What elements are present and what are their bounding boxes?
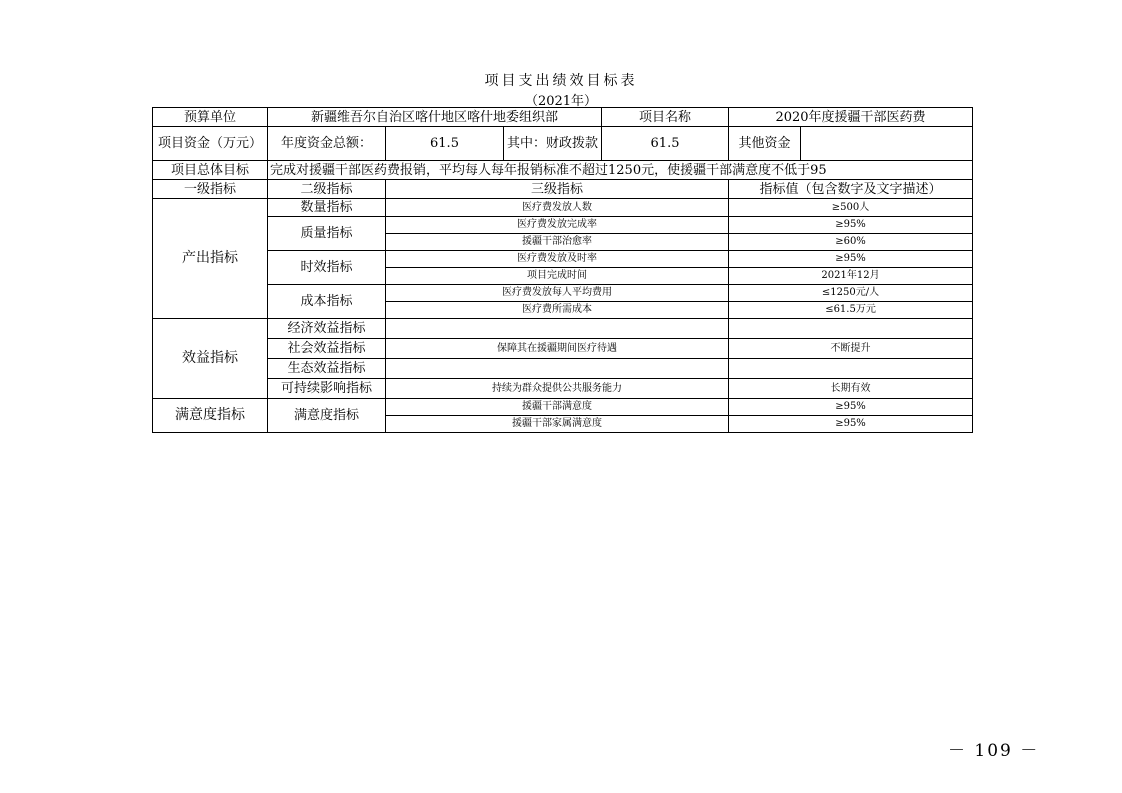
indicator-value: ≥95% [729, 217, 973, 234]
table-title: 项目支出绩效目标表 [484, 73, 638, 89]
indicator-value [729, 359, 973, 379]
indicator-value: ≤1250元/人 [729, 285, 973, 302]
table-row: 援疆干部治愈率 [386, 234, 729, 251]
economic-benefit-label: 经济效益指标 [268, 319, 386, 339]
table-row: 医疗费发放人数 [386, 199, 729, 217]
overall-goal-label: 项目总体目标 [153, 161, 268, 180]
header-value: 指标值（包含数字及文字描述） [729, 180, 973, 199]
indicator-value: ≥95% [729, 416, 973, 433]
annual-total-label: 年度资金总额： [268, 127, 386, 161]
cost-indicator-label: 成本指标 [268, 285, 386, 319]
table-row: 医疗费发放每人平均费用 [386, 285, 729, 302]
indicator-value: ≥60% [729, 234, 973, 251]
unit-value: 新疆维吾尔自治区喀什地区喀什地委组织部 [268, 108, 602, 127]
table-row: 持续为群众提供公共服务能力 [386, 379, 729, 399]
other-funds-value [801, 127, 973, 161]
table-row: 医疗费发放及时率 [386, 251, 729, 268]
output-indicator-label: 产出指标 [153, 199, 268, 319]
fiscal-funds-value: 61.5 [602, 127, 729, 161]
indicator-value: 2021年12月 [729, 268, 973, 285]
performance-table [152, 107, 973, 433]
page-number: － 109 － [948, 741, 1040, 761]
sustainable-impact-label: 可持续影响指标 [268, 379, 386, 399]
table-year: （2021年） [524, 94, 598, 109]
funds-label: 项目资金（万元） [153, 127, 268, 161]
project-name-value: 2020年度援疆干部医药费 [729, 108, 973, 127]
social-benefit-label: 社会效益指标 [268, 339, 386, 359]
quantity-indicator-label: 数量指标 [268, 199, 386, 217]
indicator-value: ≥95% [729, 399, 973, 416]
indicator-value: 长期有效 [729, 379, 973, 399]
table-row: 医疗费所需成本 [386, 302, 729, 319]
unit-label: 预算单位 [153, 108, 268, 127]
table-row: 援疆干部家属满意度 [386, 416, 729, 433]
table-row: 医疗费发放完成率 [386, 217, 729, 234]
annual-total-value: 61.5 [386, 127, 504, 161]
table-row [386, 359, 729, 379]
satisfaction-sub-label: 满意度指标 [268, 399, 386, 433]
ecological-benefit-label: 生态效益指标 [268, 359, 386, 379]
fiscal-funds-label: 其中：财政拨款 [504, 127, 602, 161]
indicator-value: ≥95% [729, 251, 973, 268]
table-row [386, 319, 729, 339]
timeliness-indicator-label: 时效指标 [268, 251, 386, 285]
indicator-value: ≥500人 [729, 199, 973, 217]
overall-goal-value: 完成对援疆干部医药费报销，平均每人每年报销标准不超过1250元，使援疆干部满意度不低于95 [268, 161, 973, 180]
other-funds-label: 其他资金 [729, 127, 801, 161]
header-level1: 一级指标 [153, 180, 268, 199]
indicator-value: ≤61.5万元 [729, 302, 973, 319]
indicator-value: 不断提升 [729, 339, 973, 359]
header-level3: 三级指标 [386, 180, 729, 199]
header-level2: 二级指标 [268, 180, 386, 199]
quality-indicator-label: 质量指标 [268, 217, 386, 251]
benefit-indicator-label: 效益指标 [153, 319, 268, 399]
table-row: 援疆干部满意度 [386, 399, 729, 416]
indicator-value [729, 319, 973, 339]
table-row: 保障其在援疆期间医疗待遇 [386, 339, 729, 359]
project-name-label: 项目名称 [602, 108, 729, 127]
satisfaction-indicator-label: 满意度指标 [153, 399, 268, 433]
table-row: 项目完成时间 [386, 268, 729, 285]
